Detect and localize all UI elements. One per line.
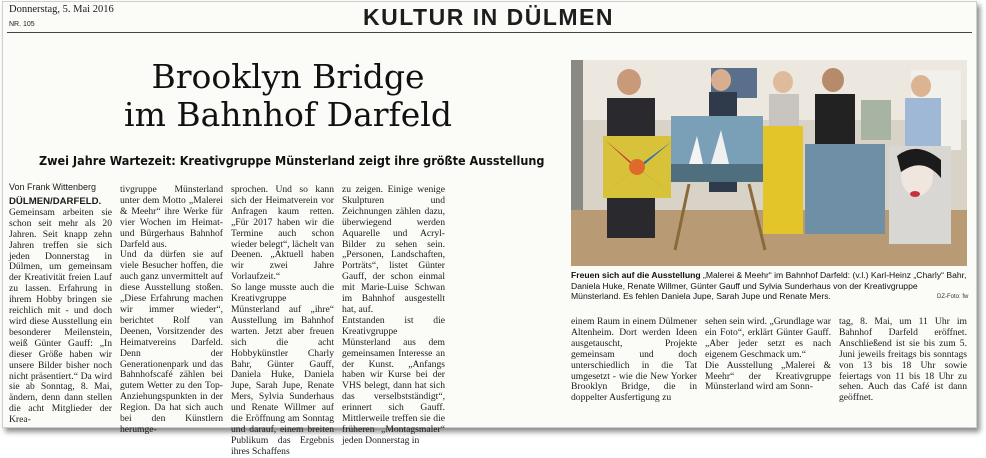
caption-lead: Freuen sich auf die Ausstellung [571, 270, 701, 280]
issue-number: NR. 105 [9, 21, 35, 28]
dateline: DÜLMEN/DARFELD. [9, 196, 102, 207]
article-column-7: tag, 8. Mai, um 11 Uhr im Bahnhof Darfeld eröffnet. Anschließend ist sie bis zum 5. Juni jeweils freitags bis sonntags von 13 bis 18 Uhr sowie feiertags von 11 bis 18 Uhr zu sehen. Auch das Café ist dann geöffnet. [839, 316, 967, 404]
article-column-5: einem Raum in einem Dülmener Altenheim. Dort werden Ideen ausgetauscht, Projekte gemeinsam und doch unterschiedlich in die Tat umgesetzt - wie die New Yorker Brooklyn Bridge, die in doppelter Ausfertigung zu [571, 316, 697, 404]
article-column-4: zu zeigen. Einige wenige Skulpturen und Zeichnungen zählen dazu, überwiegend werden Aquarelle und Acryl-Bilder zu sehen sein. „Personen, Landschaften, Porträts“, listet Günter Gauff, der schon einmal mit Marie-Luise Schwan im Bahnhof ausgestellt hat, auf. Entstanden ist die Kreativgruppe Münsterland aus dem gemeinsamen Interesse an der Kunst. „Anfangs haben wir Kurse bei der VHS belegt, dann hat sich das verselbstständigt“, erinnert sich Gauff. Mittlerweile treffen sie die früheren „Montagsmaler“ jeden Donnerstag in [342, 184, 445, 446]
issue-date: Donnerstag, 5. Mai 2016 [9, 4, 114, 15]
newspaper-page [2, 1, 977, 457]
subheadline: Zwei Jahre Wartezeit: Kreativgruppe Münsterland zeigt ihre größte Ausstellung [39, 153, 545, 168]
article-column-1 [9, 197, 112, 426]
column-1-text: Gemeinsam arbeiten sie schon seit mehr als 20 Jahren. Seit knapp zehn Jahren treffen sie sich jeden Donnerstag in Dülmen, um gemeinsam der Kreativität freien Lauf zu lassen. Erfahrung in ihrem Hobby bringen sie reichlich mit - und doch wird diese Ausstellung ein besonderer Meilenstein, weiß Günter Gauff: „In dieser Größe haben wir unsere Bilder bisher noch nicht präsentiert.“ Da wird sie ab Sonntag, 8. Mai, ändern, denn dann stellen die acht Mitglieder der Krea- [9, 206, 112, 426]
masthead-rule [7, 32, 972, 33]
headline [63, 58, 513, 134]
article-photo [571, 60, 967, 266]
byline: Von Frank Wittenberg [9, 182, 97, 192]
headline-line-2: im Bahnhof Darfeld [124, 95, 452, 134]
photo-caption [571, 270, 967, 302]
article-column-6: sehen sein wird. „Grundlage war ein Foto“, erklärt Günter Gauff. „Aber jeder setzt es nach eigenem Geschmack um.“ Die Ausstellung „Malerei & Meehr“ der Kreativgruppe Münsterland wird am Sonn- [705, 316, 832, 393]
headline-line-1: Brooklyn Bridge [151, 57, 425, 96]
article-column-3: sprochen. Und so kann sich der Heimatverein vor Anfragen kaum retten. „Für 2017 haben wir die Termine auch schon wieder belegt“, lächelt van Deenen. „Aktuell haben wir zwei Jahre Vorlaufzeit.“ So lange musste auch die Kreativgruppe Münsterland auf „ihre“ Ausstellung im Bahnhof warten. Jetzt aber freuen sich die acht Hobbykünstler Charly Bahr, Günter Gauff, Daniela Huke, Daniela Jupe, Sarah Jupe, Renate Mers, Sylvia Sunderhaus und Renate Willmer auf die Eröffnung am Sonntag und darauf, einem breiten Publikum das Ergebnis ihres Schaffens [231, 184, 334, 457]
article-column-2: tivgruppe Münsterland unter dem Motto „Malerei & Meehr“ ihre Werke für vier Wochen im Heimat- und Bürgerhaus Bahnhof Darfeld aus. Und da dürfen sie auf viele Besucher hoffen, die auch ganz unvermittelt auf diese Ausstellung stoßen. „Diese Erfahrung machen wir immer wieder“, berichtet Rolf van Deenen, Vorsitzender des Heimatvereins Darfeld. Denn der Generationenpark und das Bahnhofscafé zählen bei gutem Wetter zu den Top-Anziehungspunkten in der Region. Da hat sich auch bei den Künstlern herumge- [120, 184, 223, 435]
caption-text: „Malerei & Meehr“ im Bahnhof Darfeld: (v.l.) Karl-Heinz „Charly“ Bahr, Daniela Huke, Renate Willmer, Günter Gauff und Sylvia Sunderhaus von der Kreativgruppe Münsterland. Es fehlen Daniela Jupe, Sarah Jupe und Renate Mers. [571, 270, 967, 301]
photo-credit: DZ-Foto: fw [937, 294, 969, 300]
photo-illustration [571, 60, 967, 266]
section-title: KULTUR IN DÜLMEN [363, 4, 614, 30]
